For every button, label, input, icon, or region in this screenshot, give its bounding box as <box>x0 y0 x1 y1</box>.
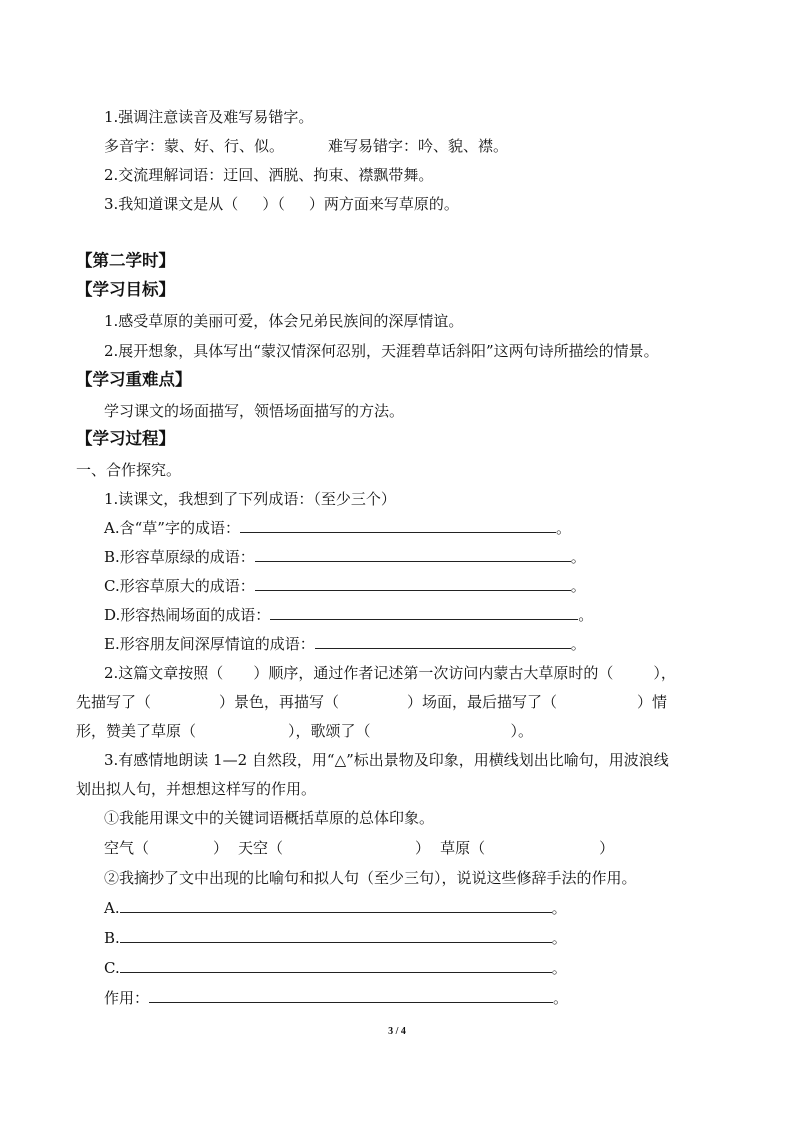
period: 。 <box>551 929 567 947</box>
q1-c <box>104 576 586 596</box>
q1-c-label: C.形容草原大的成语： <box>104 577 255 595</box>
q3-impressions <box>104 838 614 858</box>
q1-e <box>104 634 586 654</box>
heading-keypoints: 【学习重难点】 <box>76 370 192 389</box>
heading-process: 【学习过程】 <box>76 429 175 448</box>
q3-c <box>104 958 567 978</box>
period: 。 <box>553 989 569 1007</box>
sky-label: 天空（ <box>238 839 284 857</box>
q3-effect-blank[interactable] <box>149 989 553 1003</box>
heading-period-2: 【第二学时】 <box>76 251 175 270</box>
q2-text: 形，赞美了草原（ <box>76 722 197 740</box>
q1-b-blank[interactable] <box>255 548 571 562</box>
air-label: 空气（ <box>104 839 150 857</box>
q3-line-2: 划出拟人句，并想想这样写的作用。 <box>76 780 317 798</box>
heading-goals: 【学习目标】 <box>76 280 175 299</box>
q3-a-label: A. <box>104 899 120 917</box>
item-3 <box>104 194 459 214</box>
q1-c-blank[interactable] <box>255 577 571 591</box>
q3-sub-2: ②我摘抄了文中出现的比喻句和拟人句（至少三句），说说这些修辞手法的作用。 <box>104 869 637 887</box>
q2-text: ）景色，再描写（ <box>219 693 340 711</box>
q1-e-blank[interactable] <box>315 635 571 649</box>
period: 。 <box>555 519 571 537</box>
q1-a-label: A.含“草”字的成语： <box>104 519 240 537</box>
q1-d-label: D.形容热闹场面的成语： <box>104 606 271 624</box>
q3-b <box>104 928 567 948</box>
q3-a-blank[interactable] <box>120 899 552 913</box>
q1-a <box>104 518 571 538</box>
duoyin-line <box>104 136 508 156</box>
item-3-text-c: ）两方面来写草原的。 <box>308 195 459 213</box>
q2-text: ）。 <box>510 722 534 740</box>
q2-text: ）顺序，通过作者记述第一次访问内蒙古大草原时的（ <box>253 664 614 682</box>
item-3-text-b: ）（ <box>262 195 285 213</box>
q2-text: 先描写了（ <box>76 693 152 711</box>
goal-1: 1.感受草原的美丽可爱，体会兄弟民族间的深厚情谊。 <box>104 312 464 330</box>
nanxie-text: 难写易错字：吟、貌、襟。 <box>328 137 509 155</box>
q2-line-3 <box>76 721 533 741</box>
q1-a-blank[interactable] <box>240 519 556 533</box>
step-1: 一、合作探究。 <box>76 461 182 479</box>
q1-b-label: B.形容草原绿的成语： <box>104 548 255 566</box>
period: 。 <box>551 899 567 917</box>
item-2: 2.交流理解词语：迂回、洒脱、拘束、襟飘带舞。 <box>104 166 434 184</box>
close-paren: ） <box>599 839 615 857</box>
q3-c-blank[interactable] <box>120 959 552 973</box>
q1-e-label: E.形容朋友间深厚情谊的成语： <box>104 635 315 653</box>
q3-a <box>104 898 567 918</box>
q3-b-blank[interactable] <box>120 929 552 943</box>
q1-b <box>104 547 586 567</box>
q2-text: ），歌颂了（ <box>288 722 371 740</box>
q3-b-label: B. <box>104 929 120 947</box>
q3-c-label: C. <box>104 959 120 977</box>
q1-d-blank[interactable] <box>270 606 578 620</box>
grass-label: 草原（ <box>440 839 486 857</box>
goal-2: 2.展开想象，具体写出“蒙汉情深何忍别，天涯碧草话斜阳”这两句诗所描绘的情景。 <box>104 342 659 360</box>
q3-effect <box>104 988 568 1008</box>
q1-d <box>104 605 593 625</box>
q3-line-1: 3.有感情地朗读 1—2 自然段，用“△”标出景物及印象，用横线划出比喻句，用波浪线 <box>104 751 669 769</box>
q2-text: 2.这篇文章按照（ <box>104 664 224 682</box>
duoyin-text: 多音字：蒙、好、行、似。 <box>104 137 285 155</box>
q2-line-1 <box>104 663 676 683</box>
period: 。 <box>570 635 586 653</box>
item-1: 1.强调注意读音及难写易错字。 <box>104 108 314 126</box>
keypoints-text: 学习课文的场面描写，领悟场面描写的方法。 <box>104 402 405 420</box>
period: 。 <box>551 959 567 977</box>
q3-effect-label: 作用： <box>104 989 150 1007</box>
item-3-text-a: 3.我知道课文是从（ <box>104 195 239 213</box>
close-paren: ） <box>213 839 229 857</box>
close-paren: ） <box>415 839 431 857</box>
period: 。 <box>570 548 586 566</box>
period: 。 <box>570 577 586 595</box>
q2-text: ）情 <box>637 693 668 711</box>
q2-text: ）， <box>653 664 676 682</box>
q1-intro: 1.读课文，我想到了下列成语：（至少三个） <box>104 490 396 508</box>
q2-text: ）场面，最后描写了（ <box>407 693 558 711</box>
period: 。 <box>578 606 594 624</box>
page-number: 3 / 4 <box>388 1026 406 1037</box>
q3-sub-1: ①我能用课文中的关键词语概括草原的总体印象。 <box>104 809 435 827</box>
q2-line-2 <box>76 692 667 712</box>
